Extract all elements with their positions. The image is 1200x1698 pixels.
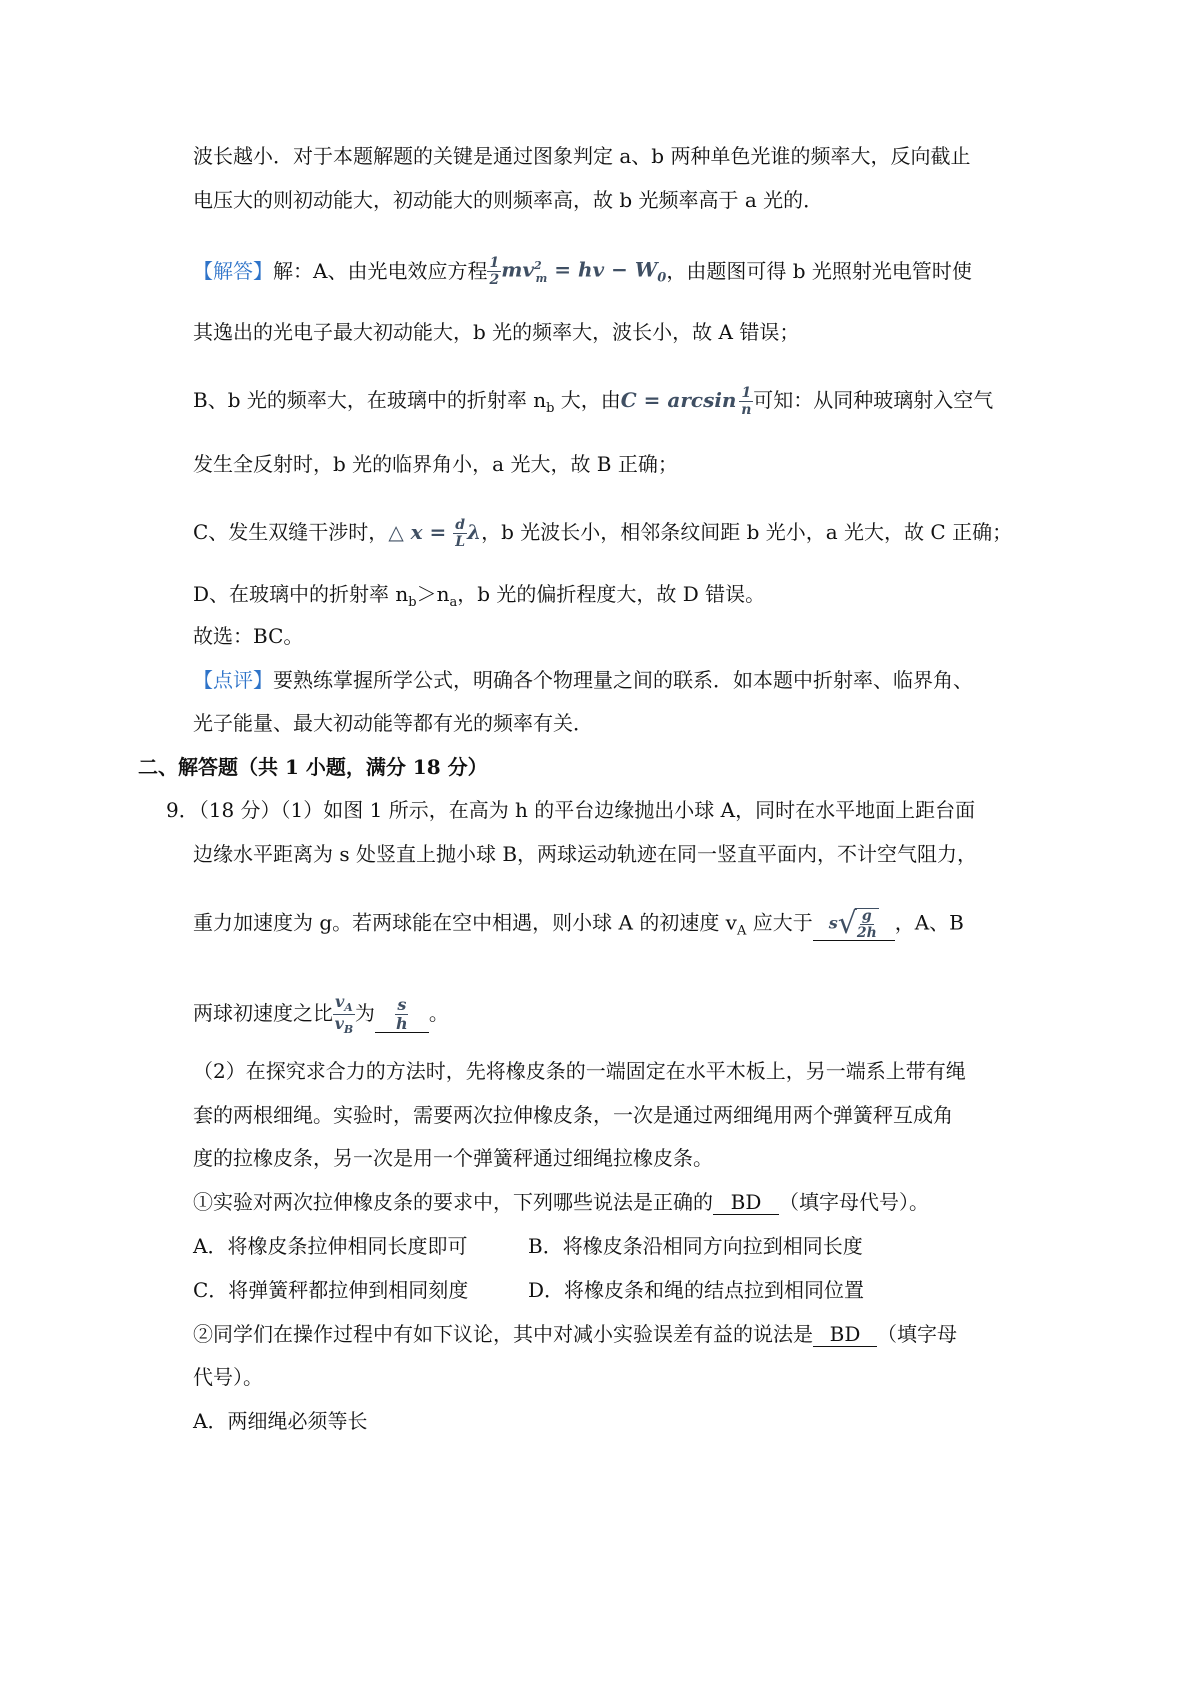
text: D、在玻璃中的折射率 n (193, 582, 409, 606)
s: s (828, 913, 838, 933)
text: 为 (354, 1001, 375, 1026)
q9-line-4 (193, 994, 449, 1035)
answer-choice (193, 624, 303, 648)
v: v (335, 992, 345, 1011)
solution-line-1 (193, 144, 970, 168)
text: 9．（18 分）（1）如图 1 所示，在高为 h 的平台边缘抛出小球 A，同时在水平地面上距台面 (166, 798, 976, 822)
text: B、b 光的频率大，在玻璃中的折射率 n (193, 388, 547, 412)
sub-b: B (343, 1023, 354, 1037)
option-d (528, 1278, 864, 1302)
text: A．将橡皮条拉伸相同长度即可 (193, 1234, 468, 1258)
comment-line-2 (193, 711, 593, 735)
frac-num: d (455, 517, 466, 533)
option-a (193, 1234, 467, 1258)
option-c (193, 1278, 468, 1302)
sub-a: A (344, 1001, 353, 1015)
answer-blank-1 (813, 908, 895, 941)
subscript: b (546, 401, 555, 416)
text: （填字母代号）。 (779, 1190, 929, 1214)
text: 。 (428, 1001, 449, 1026)
text: ，由题图可得 b 光照射光电管时使 (666, 258, 972, 283)
q9-line-3 (193, 908, 964, 944)
subscript: b (408, 595, 417, 610)
frac-num: g (861, 908, 872, 924)
mv: mv (501, 257, 534, 282)
text: A．两细绳必须等长 (193, 1409, 368, 1433)
part2-line-1 (193, 1059, 966, 1083)
text: ①实验对两次拉伸橡皮条的要求中，下列哪些说法是正确的 (193, 1190, 713, 1214)
subquestion-1 (193, 1190, 929, 1215)
subquestion-2-option-a (193, 1409, 367, 1433)
text: 应大于 (746, 910, 813, 935)
q9-line-1 (166, 798, 975, 822)
frac-den: 2h (856, 925, 877, 941)
text: 套的两根细绳。实验时，需要两次拉伸橡皮条，一次是通过两细绳用两个弹簧秤互成角 (193, 1103, 953, 1127)
answer-line-3 (193, 386, 993, 421)
mv-sub: m (535, 271, 548, 285)
section-heading (138, 755, 488, 779)
mv-sup: 2 (534, 259, 542, 272)
text: 波长越小．对于本题解题的关键是通过图象判定 a、b 两种单色光谁的频率大，反向截止 (193, 144, 971, 168)
option-b (528, 1234, 863, 1258)
frac-num: 1 (489, 254, 500, 271)
text: ，A、B (894, 910, 964, 935)
text: 发生全反射时，b 光的临界角小，a 光大，故 B 正确； (193, 452, 678, 476)
text: （2）在探究求合力的方法时，先将橡皮条的一端固定在水平木板上，另一端系上带有绳 (193, 1059, 966, 1083)
answer-blank-3: BD (713, 1190, 779, 1215)
answer-line-2 (193, 320, 799, 344)
subscript: A (736, 923, 747, 939)
answer-line-4 (193, 452, 678, 476)
frac-den: L (455, 534, 466, 550)
comment-line-1 (193, 668, 973, 692)
text: 要熟练掌握所学公式，明确各个物理量之间的联系．如本题中折射率、临界角、 (273, 668, 973, 692)
answer-line-6 (193, 582, 765, 615)
text: 度的拉橡皮条，另一次是用一个弹簧秤通过细绳拉橡皮条。 (193, 1146, 713, 1170)
text: 解：A、由光电效应方程 (273, 258, 488, 283)
text: 故选：BC。 (193, 624, 304, 648)
text: ②同学们在操作过程中有如下议论，其中对减小实验误差有益的说法是 (193, 1322, 813, 1346)
answer-line-1 (193, 254, 972, 291)
text: C．将弹簧秤都拉伸到相同刻度 (193, 1278, 469, 1302)
text: 可知：从同种玻璃射入空气 (753, 388, 994, 412)
frac-den: 2 (489, 271, 500, 288)
answer-tag: 【解答】 (193, 258, 273, 283)
text: （填字母 (877, 1322, 957, 1346)
photoelectric-equation (487, 254, 666, 291)
text: 重力加速度为 g。若两球能在空中相遇，则小球 A 的初速度 v (193, 910, 737, 935)
text: 大，由 (554, 388, 621, 412)
frac-den: h (396, 1014, 408, 1034)
w-sub: 0 (657, 270, 667, 286)
arcsin: C = arcsin (620, 388, 737, 412)
text: 电压大的则初动能大，初动能大的则频率高，故 b 光频率高于 a 光的． (193, 188, 824, 212)
sqrt-sign: √ (837, 906, 857, 941)
text: C、发生双缝干涉时， (193, 520, 389, 544)
text: 边缘水平距离为 s 处竖直上抛小球 B，两球运动轨迹在同一竖直平面内，不计空气阻力， (193, 842, 978, 866)
frac-den: n (741, 402, 752, 418)
part2-line-3 (193, 1146, 713, 1170)
text: D．将橡皮条和绳的结点拉到相同位置 (528, 1278, 865, 1302)
critical-angle-formula (621, 386, 753, 417)
text: 其逸出的光电子最大初动能大，b 光的频率大，波长小，故 A 错误； (193, 320, 800, 344)
subquestion-2-cont (193, 1365, 263, 1389)
subquestion-2 (193, 1322, 957, 1347)
text: 代号）。 (193, 1365, 263, 1389)
answer-blank-4: BD (813, 1322, 877, 1347)
frac-num: s (397, 995, 407, 1015)
delta-x: △ x = (388, 520, 454, 544)
text: ，b 光的偏折程度大，故 D 错误。 (457, 582, 766, 606)
answer-line-5 (193, 518, 1012, 549)
subscript: a (449, 595, 458, 610)
v: v (334, 1014, 344, 1034)
velocity-ratio (333, 994, 355, 1035)
text: ＞n (416, 582, 450, 606)
lambda: λ (467, 520, 482, 544)
text: 两球初速度之比 (193, 1001, 333, 1026)
text: B．将橡皮条沿相同方向拉到相同长度 (528, 1234, 863, 1258)
text: ，b 光波长小，相邻条纹间距 b 光小，a 光大，故 C 正确； (481, 520, 1013, 544)
fringe-spacing-formula (388, 518, 481, 549)
frac-num: 1 (741, 385, 752, 401)
text: 光子能量、最大初动能等都有光的频率有关． (193, 711, 593, 735)
text: 二、解答题（共 1 小题，满分 18 分） (138, 755, 488, 779)
eq-rest: = hv − W (547, 257, 658, 282)
q9-line-2 (193, 842, 977, 866)
comment-tag: 【点评】 (193, 668, 273, 692)
part2-line-2 (193, 1103, 953, 1127)
solution-line-2 (193, 188, 823, 212)
answer-blank-2 (375, 997, 429, 1033)
